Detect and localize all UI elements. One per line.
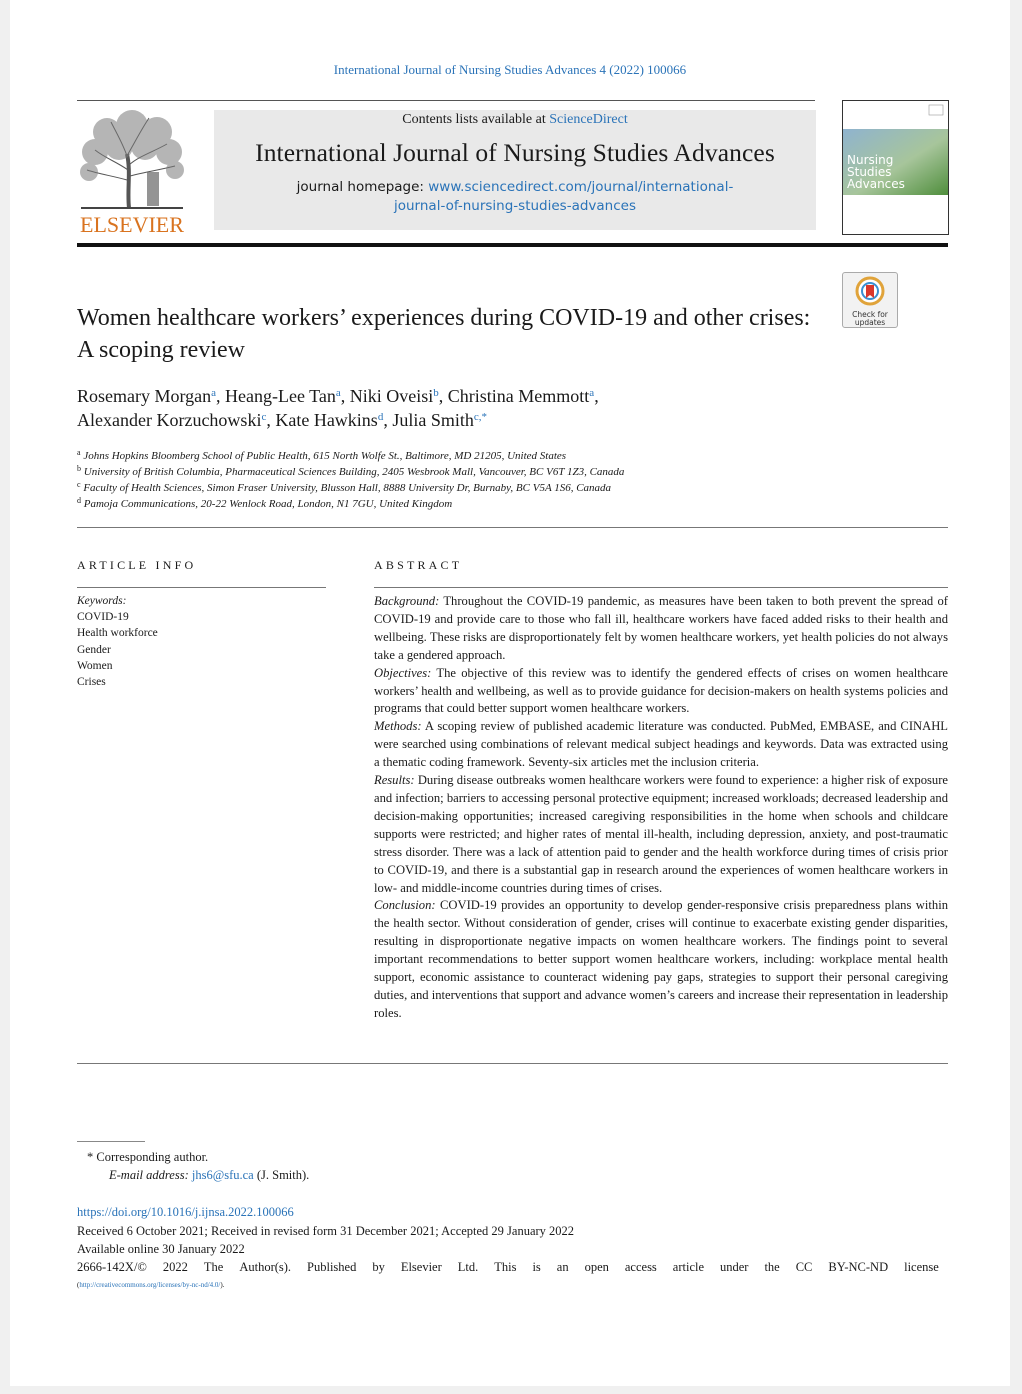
affiliation-text: University of British Columbia, Pharmaceutical Sciences Building, 2405 Wesbrook Mall, Vancouver, BC V6T 1Z3, Canada <box>83 466 625 478</box>
author-affiliation-marker[interactable]: b <box>433 387 439 399</box>
license-word: 2022 <box>162 1260 188 1274</box>
license-word: is <box>532 1260 541 1274</box>
license-word: access <box>624 1260 657 1274</box>
header-thick-rule <box>77 243 948 247</box>
abstract-section-text: COVID-19 provides an opportunity to develop gender-responsive crisis preparedness plans within the health sector. Without consideration of gender, crises will continue to exacerbate existing gender disparities, resulting in disproportionate negative impacts on women healthcare workers. The findings point to several important recommendations to better support women healthcare workers, including: workplace mental health support, economic assistance to counteract widening pay gaps, strategies to support their personal caregiving duties, and interventions that support and advance women’s careers and increase their representation in leadership roles. <box>374 898 948 1020</box>
corresponding-line <box>87 1148 309 1166</box>
email-link[interactable]: jhs6@sfu.ca <box>191 1168 254 1182</box>
cover-line-3: Advances <box>847 177 905 191</box>
abstract-section-text: A scoping review of published academic literature was conducted. PubMed, EMBASE, and CINAHL were searched using combinations of relevant medical subject headings and keywords. Data was extracted using a thematic coding framework. Seventy-six articles met the inclusion criteria. <box>374 719 948 770</box>
license-word: an <box>556 1260 569 1274</box>
abstract-heading: ABSTRACT <box>374 558 463 572</box>
affiliation-text: Johns Hopkins Bloomberg School of Public Health, 615 North Wolfe St., Baltimore, MD 21205, United States <box>83 450 567 462</box>
journal-cover[interactable] <box>842 100 949 235</box>
license-url-link[interactable]: http://creativecommons.org/licenses/by-nc-nd/4.0/ <box>79 1281 221 1289</box>
elsevier-logo[interactable] <box>77 110 187 235</box>
license-word: Elsevier <box>400 1260 442 1274</box>
cover-line-1: Nursing <box>847 153 894 167</box>
affiliation-item <box>77 480 937 496</box>
email-line <box>87 1166 309 1184</box>
section-divider <box>77 527 948 528</box>
keywords-label: Keywords: <box>77 595 127 607</box>
author-affiliation-marker[interactable]: c <box>261 411 267 423</box>
author-separator: , <box>383 410 393 430</box>
sciencedirect-link[interactable]: ScienceDirect <box>549 112 628 127</box>
article-history <box>77 1222 948 1294</box>
author-name[interactable]: Alexander Korzuchowski <box>77 410 262 430</box>
email-label: E-mail address: <box>109 1168 189 1182</box>
contents-available-line <box>214 112 816 128</box>
author-affiliation-marker[interactable]: a <box>335 387 341 399</box>
elsevier-tree-icon <box>77 110 187 235</box>
abstract-objectives <box>374 665 948 719</box>
abstract-section-label: Background: <box>374 594 440 608</box>
license-word: Ltd. <box>457 1260 479 1274</box>
author-affiliation-marker[interactable]: d <box>377 411 384 423</box>
article-info-rule <box>77 587 326 588</box>
keywords-block <box>77 593 326 690</box>
abstract-section-label: Results: <box>374 773 415 788</box>
keyword-item: COVID-19 <box>77 611 129 624</box>
author-affiliation-marker[interactable]: a <box>211 387 217 399</box>
abstract-section-text: Throughout the COVID-19 pandemic, as measures have been taken to both prevent the spread of COVID-19 and provide care to those who fall ill, healthcare workers have faced added risks to their health and wellbeing. These risks are disproportionately felt by women healthcare workers, yet health policies do not always take a gendered approach. <box>374 594 948 662</box>
author-name[interactable]: Rosemary Morgan <box>77 386 212 406</box>
author-affiliation-marker[interactable]: a <box>589 387 595 399</box>
affiliation-key: d <box>77 496 81 505</box>
homepage-prefix: journal homepage: <box>296 179 429 195</box>
author-separator: , <box>216 386 226 406</box>
license-word: CC <box>795 1260 813 1274</box>
abstract-background <box>374 593 948 665</box>
abstract-methods <box>374 718 948 772</box>
journal-cover-image <box>843 101 948 234</box>
abstract-results <box>374 772 948 897</box>
footnote-star: * <box>87 1150 94 1164</box>
license-word: open <box>584 1260 609 1274</box>
author-name[interactable]: Julia Smith <box>392 410 474 430</box>
journal-title: International Journal of Nursing Studies Advances <box>255 138 775 167</box>
license-word: BY-NC-ND <box>828 1260 889 1274</box>
available-online: Available online 30 January 2022 <box>77 1242 245 1256</box>
abstract-section-label: Conclusion: <box>374 898 436 913</box>
author-name[interactable]: Niki Oveisi <box>349 386 434 406</box>
license-word: the <box>764 1260 780 1274</box>
author-separator: , <box>340 386 350 406</box>
author-separator: , <box>438 386 448 406</box>
affiliation-item <box>77 448 937 464</box>
publisher-wordmark: ELSEVIER <box>80 212 184 235</box>
abstract-section-label: Methods: <box>374 719 422 734</box>
author-name[interactable]: Heang-Lee Tan <box>225 386 336 406</box>
received-dates: Received 6 October 2021; Received in revised form 31 December 2021; Accepted 29 January 2022 <box>77 1224 575 1238</box>
license-word: license <box>904 1260 939 1274</box>
header-rule <box>77 100 815 101</box>
affiliation-list <box>77 448 937 512</box>
journal-homepage <box>214 178 816 216</box>
abstract-conclusion <box>374 897 948 1022</box>
license-word: article <box>672 1260 705 1274</box>
keyword-item: Crises <box>77 676 106 689</box>
author-list <box>77 384 877 432</box>
author-name[interactable]: Kate Hawkins <box>275 410 378 430</box>
author-separator: , <box>594 386 599 406</box>
affiliation-item <box>77 496 937 512</box>
abstract-section-text: During disease outbreaks women healthcare workers were found to experience: a higher risk of exposure and infection; barriers to accessing personal protective equipment; increased workloads; decreased leadership and decision-making opportunities; increased caregiving responsibilities in the home when schools and childcare supports were restricted; and higher rates of mental ill-health, including depression, anxiety, and post-traumatic stress disorder. There was a lack of attention paid to gender and the health workforce during times of crisis prior to COVID-19, and there is a substantial gap in research around the experiences of women healthcare workers in low- and middle-income countries during times of crises. <box>374 773 948 895</box>
license-statement <box>77 1258 939 1276</box>
keyword-item: Women <box>77 659 113 672</box>
check-updates-icon <box>855 276 885 306</box>
license-word: by <box>372 1260 385 1274</box>
homepage-link-part2[interactable]: journal-of-nursing-studies-advances <box>393 198 636 214</box>
license-word: The <box>203 1260 224 1274</box>
author-affiliation-marker[interactable]: c,* <box>473 411 487 423</box>
check-updates-line1: Check for <box>852 310 888 319</box>
affiliation-text: Faculty of Health Sciences, Simon Fraser University, Blusson Hall, 8888 University Dr, Burnaby, BC V5A 1S6, Canada <box>83 482 612 494</box>
abstract-body <box>374 593 948 1023</box>
abstract-bottom-rule <box>77 1063 948 1064</box>
abstract-section-label: Objectives: <box>374 665 432 680</box>
license-word: This <box>494 1260 517 1274</box>
license-word: Published <box>307 1260 357 1274</box>
keyword-item: Gender <box>77 643 111 656</box>
footnote-rule <box>77 1141 145 1142</box>
affiliation-key: c <box>77 480 81 489</box>
license-url-line: (http://creativecommons.org/licenses/by-nc-nd/4.0/). <box>77 1281 225 1289</box>
check-updates-line2: updates <box>854 318 886 327</box>
article-page <box>10 0 1010 1386</box>
journal-banner <box>214 110 816 230</box>
journal-reference-link[interactable]: International Journal of Nursing Studies Advances 4 (2022) 100066 <box>333 62 687 77</box>
author-separator: , <box>266 410 276 430</box>
license-word: 2666-142X/© <box>77 1260 147 1274</box>
affiliation-key: a <box>77 448 81 457</box>
article-info-heading: ARTICLE INFO <box>77 558 197 572</box>
cover-line-2: Studies <box>847 165 892 179</box>
abstract-section-text: The objective of this review was to identify the gendered effects of crises on women healthcare workers’ health and wellbeing, as well as to provide guidance for decision-makers on health systems policies and programs that could better support women healthcare workers. <box>374 665 948 716</box>
affiliation-item <box>77 464 937 480</box>
contents-prefix: Contents lists available at <box>402 112 550 127</box>
email-suffix: (J. Smith). <box>253 1168 310 1182</box>
check-for-updates-button[interactable] <box>842 272 898 328</box>
license-word: under <box>720 1260 749 1274</box>
keyword-item: Health workforce <box>77 627 158 640</box>
abstract-rule <box>374 587 948 588</box>
corresponding-author-footnote <box>87 1148 309 1184</box>
article-title: Women healthcare workers’ experiences during COVID-19 and other crises: A scoping review <box>77 305 811 363</box>
affiliation-text: Pamoja Communications, 20-22 Wenlock Road, London, N1 7GU, United Kingdom <box>83 498 453 510</box>
affiliation-key: b <box>77 464 81 473</box>
license-word: Author(s). <box>239 1260 292 1274</box>
corresponding-label: Corresponding author. <box>96 1150 209 1164</box>
author-name[interactable]: Christina Memmott <box>447 386 590 406</box>
doi-link[interactable]: https://doi.org/10.1016/j.ijnsa.2022.100066 <box>77 1205 294 1219</box>
homepage-link-part1[interactable]: www.sciencedirect.com/journal/international- <box>428 179 734 195</box>
